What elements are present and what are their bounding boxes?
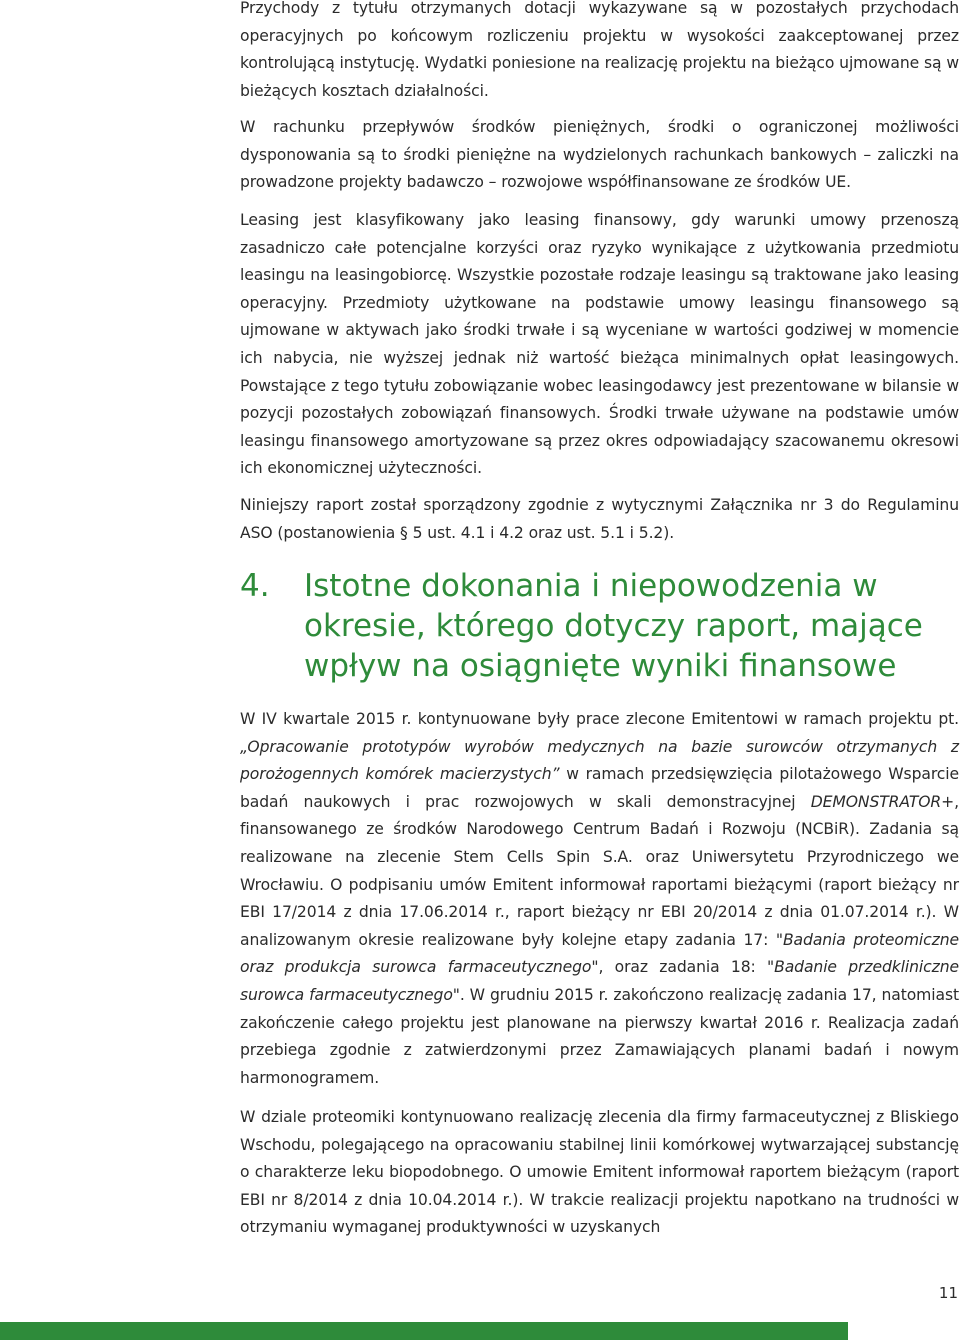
program-name: DEMONSTRATOR+ (810, 792, 955, 811)
text-segment: , oraz zadania 18: (598, 958, 768, 977)
task-17-title: "Badania proteomiczne oraz produkcja surowca farmaceutycznego" (240, 930, 960, 977)
paragraph-leasing: Leasing jest klasyfikowany jako leasing finansowy, gdy warunki umowy przenoszą zasadniczo całe potencjalne korzyści oraz ryzyko wynikające z użytkowania przedmiotu leasingu na leasingobiorcę. Wszystkie pozostałe rodzaje leasingu są traktowane jako leasing operacyjny. Przedmioty użytkowane na podstawie umowy leasingu finansowego są ujmowane w aktywach jako środki trwałe i są wyceniane w wartości godziwej w momencie ich nabycia, nie wyższej jednak niż wartość bieżąca minimalnych opłat leasingowych. Powstające z tego tytułu zobowiązanie wobec leasingodawcy jest prezentowane w bilansie w pozycji pozostałych zobowiązań finansowych. Środki trwałe używane na podstawie umów leasingu finansowego amortyzowane są przez okres odpowiadający szacowanemu okresowi ich ekonomicznej użyteczności. (240, 211, 959, 478)
text-segment: W IV kwartale 2015 r. kontynuowane były prace zlecone Emitentowi w ramach projektu pt. (240, 710, 959, 728)
paragraph-q4-projects (240, 706, 959, 1092)
page-number: 11 (938, 1284, 958, 1302)
text-segment: , finansowanego ze środków Narodowego Centrum Badań i Rozwoju (NCBiR). Zadania są realizowane na zlecenie Stem Cells Spin S.A. oraz Uniwersytetu Przyrodniczego we Wrocławiu. O podpisaniu umów Emitent informował raportami bieżącymi (raport bieżący nr EBI 17/2014 z dnia 17.06.2014 r., raport bieżący nr EBI 20/2014 z dnia 01.07.2014 r.). W analizowanym okresie realizowane były kolejne etapy zadania 17: (240, 792, 959, 949)
text-segment: w ramach przedsięwzięcia pilotażowego Wsparcie badań naukowych i prac rozwojowych w skali demonstracyjnej (240, 765, 959, 811)
project-title: „Opracowanie prototypów wyrobów medycznych na bazie surowców otrzymanych z porożogennych komórek macierzystych” (240, 737, 959, 784)
section-number: 4. (240, 568, 270, 604)
paragraph-proteomics: W dziale proteomiki kontynuowano realizację zlecenia dla firmy farmaceutycznej z Bliskiego Wschodu, polegającego na opracowaniu stabilnej linii komórkowej wytwarzającej substancję o charakterze leku biopodobnego. O umowie Emitent informował raportem bieżącym (raport EBI nr 8/2014 z dnia 10.04.2014 r.). W trakcie realizacji projektu napotkano na trudności w otrzymaniu wymaganej produktywności w uzyskanych (240, 1108, 959, 1237)
task-18-title: "Badanie przedkliniczne surowca farmaceutycznego" (240, 958, 959, 1004)
section-title: Istotne dokonania i niepowodzenia w okresie, którego dotyczy raport, mające wpływ na osiągnięte wyniki finansowe (304, 568, 923, 684)
paragraph-report-basis: Niniejszy raport został sporządzony zgodnie z wytycznymi Załącznika nr 3 do Regulaminu ASO (postanowienia § 5 ust. 4.1 i 4.2 oraz ust. 5.1 i 5.2). (240, 496, 959, 542)
text-segment: . W grudniu 2015 r. zakończono realizację zadania 17, natomiast zakończenie całego projektu jest planowane na pierwszy kwartał 2016 r. Realizacja zadań przebiega zgodnie z zatwierdzonymi przez Zamawiających planami badań i nowym harmonogramem. (240, 985, 959, 1087)
footer-accent-bar (0, 1322, 848, 1340)
paragraph-cash-flow: W rachunku przepływów środków pieniężnych, środki o ograniczonej możliwości dysponowania są to środki pieniężne na wydzielonych rachunkach bankowych – zaliczki na prowadzone projekty badawczo – rozwojowe współfinansowane ze środków UE. (240, 118, 959, 192)
paragraph-grants-income: Przychody z tytułu otrzymanych dotacji wykazywane są w pozostałych przychodach operacyjnych po końcowym rozliczeniu projektu w wysokości zaakceptowanej przez kontrolującą instytucję. Wydatki poniesione na realizację projektu na bieżąco ujmowane są w bieżących kosztach działalności. (240, 0, 959, 100)
